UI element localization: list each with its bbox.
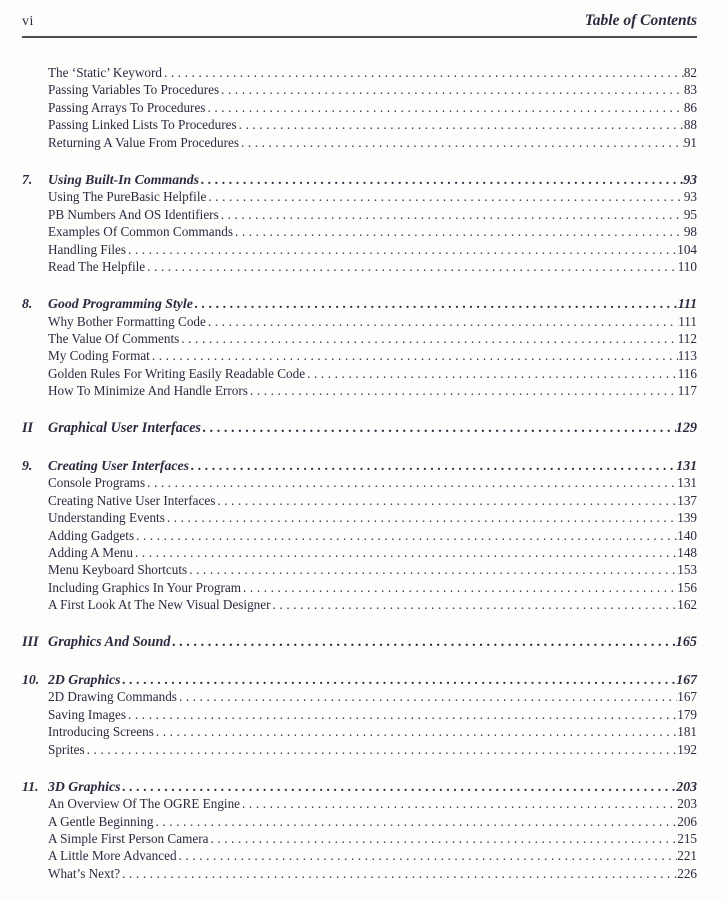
- toc-entry: [22, 813, 697, 830]
- toc-entry: [22, 492, 697, 509]
- toc-entry: [22, 830, 697, 847]
- toc-entry-page-number: 113: [677, 348, 697, 364]
- toc-entry-page-number: 104: [677, 241, 697, 257]
- dot-leader: [179, 847, 678, 864]
- toc-chapter-heading-page-number: 167: [676, 671, 697, 687]
- toc-entry-page-number: 88: [683, 117, 697, 133]
- toc-section-part: [22, 634, 697, 651]
- toc-part-heading-title: Graphical User Interfaces: [48, 419, 201, 436]
- toc-chapter-heading-number: 9.: [22, 458, 33, 474]
- toc-entry-title: My Coding Format: [48, 348, 150, 364]
- dot-leader: [242, 795, 677, 812]
- toc-chapter-heading-title: 2D Graphics: [48, 671, 121, 687]
- toc-entry-title: Introducing Screens: [48, 724, 154, 740]
- dot-leader: [217, 492, 677, 509]
- toc-entry-title: Menu Keyboard Shortcuts: [48, 562, 188, 578]
- toc-entry-title: Returning A Value From Procedures: [48, 134, 239, 150]
- toc-chapter-heading: [22, 171, 697, 188]
- toc-entry: [22, 365, 697, 382]
- dot-leader: [191, 457, 676, 474]
- dot-leader: [122, 865, 677, 882]
- dot-leader: [307, 365, 678, 382]
- toc-chapter-heading-number: 11.: [22, 778, 39, 794]
- dot-leader: [221, 81, 684, 98]
- toc-part-heading-page-number: 129: [675, 419, 697, 436]
- toc: [22, 38, 697, 882]
- dot-leader: [241, 134, 684, 151]
- dot-leader: [156, 813, 678, 830]
- toc-entry-title: Console Programs: [48, 475, 146, 491]
- toc-chapter-heading-title: 3D Graphics: [48, 778, 121, 794]
- dot-leader: [156, 723, 677, 740]
- toc-entry-page-number: 86: [683, 99, 697, 115]
- dot-leader: [147, 258, 678, 275]
- toc-entry: [22, 382, 697, 399]
- toc-part-heading-number: III: [22, 633, 39, 650]
- toc-entry-page-number: 179: [677, 706, 697, 722]
- toc-chapter-heading-title: Good Programming Style: [48, 296, 193, 312]
- dot-leader: [164, 64, 684, 81]
- toc-entry-page-number: 117: [677, 383, 697, 399]
- toc-entry-title: Sprites: [48, 741, 85, 757]
- toc-chapter-heading: [22, 671, 697, 688]
- toc-entry-page-number: 162: [677, 597, 697, 613]
- toc-entry-title: A Little More Advanced: [48, 848, 177, 864]
- toc-chapter-heading-page-number: 93: [683, 171, 697, 187]
- page-header: [22, 10, 697, 36]
- toc-section-chapter: [22, 457, 697, 614]
- toc-entry-page-number: 111: [678, 313, 697, 329]
- toc-entry-page-number: 110: [677, 258, 697, 274]
- toc-entry-page-number: 112: [677, 331, 697, 347]
- toc-chapter-heading: [22, 457, 697, 474]
- toc-entry: [22, 241, 697, 258]
- toc-entry-page-number: 137: [677, 492, 697, 508]
- toc-entry-title: A First Look At The New Visual Designer: [48, 597, 271, 613]
- toc-entry-page-number: 156: [677, 579, 697, 595]
- toc-entry-title: A Gentle Beginning: [48, 813, 154, 829]
- toc-entry-title: Read The Helpfile: [48, 258, 146, 274]
- toc-entry-title: Examples Of Common Commands: [48, 224, 233, 240]
- toc-chapter-heading-number: 10.: [22, 671, 40, 687]
- toc-chapter-heading-number: 8.: [22, 296, 33, 312]
- toc-chapter-heading-title: Using Built-In Commands: [48, 171, 200, 187]
- toc-entry: [22, 544, 697, 561]
- toc-entry-page-number: 226: [677, 865, 697, 881]
- toc-entry-page-number: 83: [683, 82, 697, 98]
- toc-part-heading: [22, 634, 697, 651]
- dot-leader: [147, 474, 677, 491]
- toc-entry: [22, 527, 697, 544]
- toc-entry-page-number: 153: [677, 562, 697, 578]
- toc-entry: [22, 313, 697, 330]
- toc-section-chapter: [22, 778, 697, 882]
- dot-leader: [239, 116, 684, 133]
- dot-leader: [235, 223, 684, 240]
- toc-entry-title: Passing Arrays To Procedures: [48, 99, 206, 115]
- toc-entry-page-number: 82: [683, 65, 697, 80]
- toc-entry-title: The ‘Static’ Keyword: [48, 65, 163, 80]
- toc-entry-page-number: 95: [683, 206, 697, 222]
- toc-entry-title: Using The PureBasic Helpfile: [48, 189, 207, 205]
- dot-leader: [136, 527, 677, 544]
- dot-leader: [201, 171, 683, 188]
- toc-section-part: [22, 420, 697, 437]
- toc-entry: [22, 741, 697, 758]
- toc-entry-page-number: 116: [677, 365, 697, 381]
- toc-entry-title: What’s Next?: [48, 865, 121, 881]
- toc-entry-title: Passing Variables To Procedures: [48, 82, 220, 98]
- toc-entry-page-number: 215: [677, 831, 697, 847]
- toc-entry-title: 2D Drawing Commands: [48, 689, 177, 705]
- toc-entry-title: Adding Gadgets: [48, 527, 135, 543]
- dot-leader: [172, 634, 675, 651]
- toc-entry-page-number: 203: [677, 796, 697, 812]
- dot-leader: [179, 688, 677, 705]
- toc-entry: [22, 596, 697, 613]
- dot-leader: [189, 561, 677, 578]
- toc-entry: [22, 347, 697, 364]
- toc-entry: [22, 134, 697, 151]
- dot-leader: [195, 295, 678, 312]
- dot-leader: [208, 313, 678, 330]
- toc-part-heading: [22, 420, 697, 437]
- toc-entry: [22, 847, 697, 864]
- toc-entry-title: The Value Of Comments: [48, 331, 180, 347]
- page-header-title: Table of Contents: [584, 12, 697, 29]
- toc-entry-title: Why Bother Formatting Code: [48, 313, 206, 329]
- toc-entry-page-number: 98: [683, 224, 697, 240]
- dot-leader: [208, 188, 683, 205]
- dot-leader: [122, 671, 676, 688]
- toc-chapter-heading-title: Creating User Interfaces: [48, 458, 190, 474]
- toc-entry: [22, 330, 697, 347]
- dot-leader: [250, 382, 678, 399]
- toc-part-heading-number: II: [22, 419, 34, 436]
- toc-entry: [22, 64, 697, 81]
- toc-entry: [22, 223, 697, 240]
- toc-entry-title: Passing Linked Lists To Procedures: [48, 117, 237, 133]
- toc-entry-title: Adding A Menu: [48, 544, 133, 560]
- toc-entry-page-number: 192: [677, 741, 697, 757]
- toc-entry: [22, 865, 697, 882]
- toc-entry-page-number: 131: [677, 475, 697, 491]
- dot-leader: [135, 544, 677, 561]
- toc-entry: [22, 723, 697, 740]
- toc-part-heading-page-number: 165: [675, 633, 697, 650]
- toc-entry-page-number: 93: [683, 189, 697, 205]
- toc-entry-title: An Overview Of The OGRE Engine: [48, 796, 241, 812]
- dot-leader: [87, 741, 678, 758]
- toc-entry: [22, 688, 697, 705]
- toc-entry-title: How To Minimize And Handle Errors: [48, 383, 248, 399]
- toc-entry: [22, 509, 697, 526]
- toc-entry-title: Including Graphics In Your Program: [48, 579, 242, 595]
- toc-entry-title: Handling Files: [48, 241, 127, 257]
- toc-entry: [22, 561, 697, 578]
- toc-chapter-heading-page-number: 203: [676, 778, 697, 794]
- toc-entry-title: Creating Native User Interfaces: [48, 492, 216, 508]
- toc-section-chapter: [22, 171, 697, 275]
- toc-section-chapter: [22, 671, 697, 758]
- toc-entry: [22, 81, 697, 98]
- toc-entry: [22, 188, 697, 205]
- dot-leader: [128, 706, 677, 723]
- toc-part-heading-title: Graphics And Sound: [48, 633, 171, 650]
- toc-entry-page-number: 139: [677, 510, 697, 526]
- toc-entry-page-number: 91: [683, 134, 697, 150]
- toc-entry: [22, 99, 697, 116]
- toc-section-entries: [22, 64, 697, 151]
- dot-leader: [273, 596, 678, 613]
- dot-leader: [128, 241, 677, 258]
- toc-entry: [22, 579, 697, 596]
- toc-entry: [22, 706, 697, 723]
- dot-leader: [181, 330, 677, 347]
- toc-entry: [22, 795, 697, 812]
- toc-entry-title: PB Numbers And OS Identifiers: [48, 206, 219, 222]
- toc-entry: [22, 206, 697, 223]
- dot-leader: [122, 778, 676, 795]
- toc-chapter-heading: [22, 778, 697, 795]
- toc-chapter-heading-page-number: 111: [677, 296, 697, 312]
- toc-chapter-heading-page-number: 131: [676, 458, 697, 474]
- dot-leader: [210, 830, 677, 847]
- toc-chapter-heading: [22, 295, 697, 312]
- toc-section-chapter: [22, 295, 697, 399]
- toc-entry-title: Understanding Events: [48, 510, 165, 526]
- toc-entry-page-number: 140: [677, 527, 697, 543]
- toc-entry-title: Saving Images: [48, 706, 127, 722]
- dot-leader: [152, 347, 678, 364]
- toc-entry-page-number: 181: [677, 724, 697, 740]
- toc-entry: [22, 474, 697, 491]
- dot-leader: [243, 579, 677, 596]
- toc-entry-title: A Simple First Person Camera: [48, 831, 209, 847]
- toc-entry: [22, 258, 697, 275]
- toc-entry: [22, 116, 697, 133]
- toc-entry-page-number: 221: [677, 848, 697, 864]
- toc-entry-page-number: 206: [677, 813, 697, 829]
- dot-leader: [167, 509, 677, 526]
- toc-entry-page-number: 148: [677, 544, 697, 560]
- toc-entry-page-number: 167: [677, 689, 697, 705]
- toc-chapter-heading-number: 7.: [22, 171, 33, 187]
- dot-leader: [221, 206, 684, 223]
- page-folio: vi: [22, 14, 34, 29]
- toc-entry-title: Golden Rules For Writing Easily Readable Code: [48, 365, 306, 381]
- dot-leader: [203, 420, 676, 437]
- dot-leader: [207, 99, 683, 116]
